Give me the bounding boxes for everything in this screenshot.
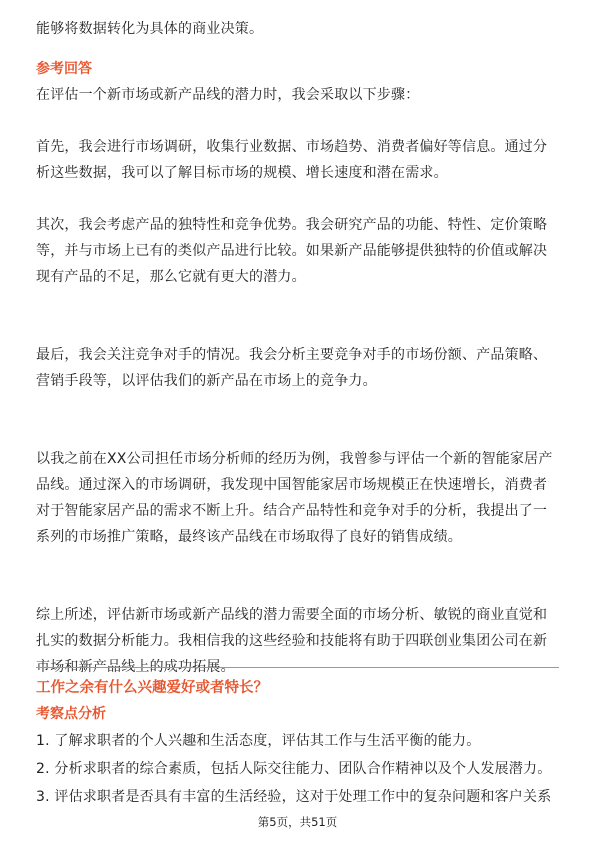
blank-line xyxy=(36,108,559,134)
spacer xyxy=(36,42,559,56)
answer-line: 等，并与市场上已有的类似产品进行比较。如果新产品能够提供独特的价值或解决 xyxy=(36,243,548,259)
analysis-points xyxy=(36,727,559,811)
blank-line xyxy=(36,186,559,212)
answer-text xyxy=(36,82,559,680)
answer-line: 现有产品的不足，那么它就有更大的潜力。 xyxy=(36,269,306,285)
analysis-heading: 考察点分析 xyxy=(36,706,106,722)
answer-line: 最后，我会关注竞争对手的情况。我会分析主要竞争对手的市场份额、产品策略、 xyxy=(36,347,548,363)
document-body xyxy=(36,16,559,680)
blank-line xyxy=(36,576,559,602)
answer-line: 首先，我会进行市场调研，收集行业数据、市场趋势、消费者偏好等信息。通过分 xyxy=(36,139,548,155)
analysis-point: 1. 了解求职者的个人兴趣和生活态度，评估其工作与生活平衡的能力。 xyxy=(36,733,481,749)
answer-line: 以我之前在XX公司担任市场分析师的经历为例，我曾参与评估一个新的智能家居产 xyxy=(36,451,553,467)
answer-line: 其次，我会考虑产品的独特性和竞争优势。我会研究产品的功能、特性、定价策略 xyxy=(36,217,548,233)
section-divider xyxy=(36,667,559,668)
blank-line xyxy=(36,290,559,316)
analysis-point: 3. 评估求职者是否具有丰富的生活经验，这对于处理工作中的复杂问题和客户关系 xyxy=(36,789,552,805)
answer-line: 析这些数据，我可以了解目标市场的规模、增长速度和潜在需求。 xyxy=(36,165,448,181)
answer-line: 在评估一个新市场或新产品线的潜力时，我会采取以下步骤： xyxy=(36,87,420,103)
page-footer: 第5页，共51页 xyxy=(257,815,338,829)
blank-line xyxy=(36,394,559,420)
answer-line: 综上所述，评估新市场或新产品线的潜力需要全面的市场分析、敏锐的商业直觉和 xyxy=(36,607,548,623)
answer-heading: 参考回答 xyxy=(36,61,92,77)
answer-line: 扎实的数据分析能力。我相信我的这些经验和技能将有助于四联创业集团公司在新 xyxy=(36,633,548,649)
analysis-section xyxy=(36,701,559,811)
blank-line xyxy=(36,316,559,342)
answer-line: 品线。通过深入的市场调研，我发现中国智能家居市场规模正在快速增长，消费者 xyxy=(36,477,548,493)
question-title: 工作之余有什么兴趣爱好或者特长？ xyxy=(36,680,268,696)
intro-line: 能够将数据转化为具体的商业决策。 xyxy=(36,21,264,37)
answer-line: 系列的市场推广策略，最终该产品线在市场取得了良好的销售成绩。 xyxy=(36,529,462,545)
blank-line xyxy=(36,420,559,446)
answer-line: 营销手段等，以评估我们的新产品在市场上的竞争力。 xyxy=(36,373,377,389)
analysis-point: 2. 分析求职者的综合素质，包括人际交往能力、团队合作精神以及个人发展潜力。 xyxy=(36,761,552,777)
blank-line xyxy=(36,550,559,576)
answer-line: 市场和新产品线上的成功拓展。 xyxy=(36,659,235,675)
answer-line: 对于智能家居产品的需求不断上升。结合产品特性和竞争对手的分析，我提出了一 xyxy=(36,503,548,519)
